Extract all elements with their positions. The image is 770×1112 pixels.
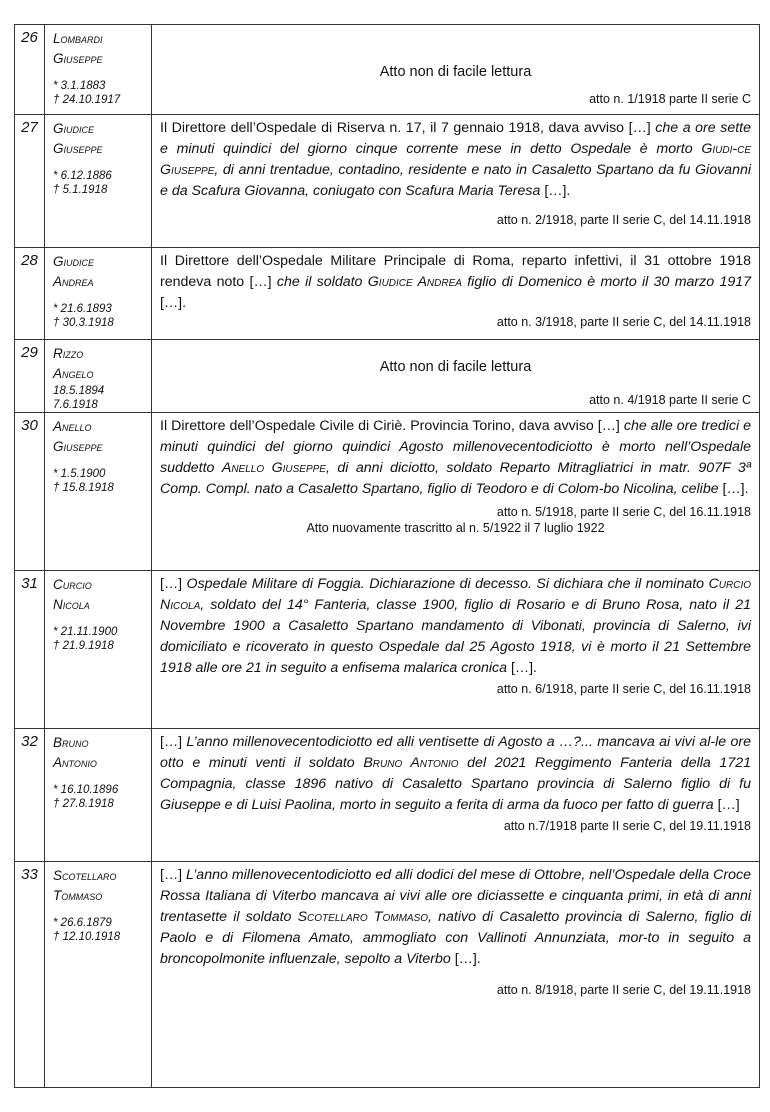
person-cell xyxy=(45,862,152,1088)
record-cell xyxy=(152,862,760,1088)
record-reference: atto n. 3/1918, parte II serie C, del 14.11.1918 xyxy=(496,315,751,329)
person-cell xyxy=(45,115,152,248)
entry-number: 31 xyxy=(15,571,45,729)
given-name: Nicola xyxy=(53,597,90,612)
given-name: Giuseppe xyxy=(53,141,103,156)
surname: Curcio xyxy=(53,577,92,592)
death-date: † 5.1.1918 xyxy=(53,184,108,196)
death-date: † 24.10.1917 xyxy=(53,94,121,106)
birth-date: * 1.5.1900 xyxy=(53,468,106,480)
person-cell xyxy=(45,413,152,571)
table-row xyxy=(15,25,760,115)
given-name: Giuseppe xyxy=(53,439,103,454)
table-row xyxy=(15,248,760,340)
death-date: † 30.3.1918 xyxy=(53,317,114,329)
record-cell xyxy=(152,248,760,340)
person-cell xyxy=(45,25,152,115)
table-row xyxy=(15,413,760,571)
record-reference: atto n. 5/1918, parte II serie C, del 16.11.1918 xyxy=(496,505,751,519)
surname: Anello xyxy=(53,419,92,434)
entry-number: 32 xyxy=(15,729,45,862)
record-reference: atto n. 2/1918, parte II serie C, del 14.11.1918 xyxy=(496,213,751,227)
person-cell xyxy=(45,340,152,413)
table-row xyxy=(15,115,760,248)
given-name: Andrea xyxy=(53,274,94,289)
record-cell xyxy=(152,571,760,729)
surname: Scotellaro xyxy=(53,868,117,883)
record-reference: atto n. 1/1918 parte II serie C xyxy=(589,92,751,106)
entry-number: 29 xyxy=(15,340,45,413)
birth-date: * 16.10.1896 xyxy=(53,784,119,796)
entry-number: 27 xyxy=(15,115,45,248)
death-date: † 12.10.1918 xyxy=(53,931,121,943)
record-cell xyxy=(152,413,760,571)
table-row xyxy=(15,862,760,1088)
birth-date: * 26.6.1879 xyxy=(53,917,112,929)
birth-date: * 6.12.1886 xyxy=(53,170,112,182)
record-cell xyxy=(152,115,760,248)
record-text: Atto non di facile lettura xyxy=(379,64,532,80)
record-cell xyxy=(152,340,760,413)
person-cell xyxy=(45,248,152,340)
death-date: † 15.8.1918 xyxy=(53,482,114,494)
entry-number: 28 xyxy=(15,248,45,340)
death-date: 7.6.1918 xyxy=(53,399,98,411)
record-text: Il Direttore dell’Ospedale Civile di Ciriè. Provincia Torino, dava avviso […] che alle ore tredici e minuti quindici del giorno quindici Agosto millenovecentodiciotto è morto nell’Ospedale suddetto Anello Giuseppe, di anni diciotto, soldato Reparto Mitragliatrici in matr. 907F 3ª Comp. Compl. nato a Casaletto Spartano, figlio di Teodoro e di Colom-bo Nicolina, celibe […]. xyxy=(160,418,752,497)
record-retranscription-note: Atto nuovamente trascritto al n. 5/1922 il 7 luglio 1922 xyxy=(306,521,605,535)
entry-number: 26 xyxy=(15,25,45,115)
record-text: […] L’anno millenovecentodiciotto ed alli ventisette di Agosto a …?... mancava ai vivi al-le ore otto e minuti venti il soldato Bruno Antonio del 2021 Reggimento Fanteria della 1721 Compagnia, classe 1896 nativo di Casaletto Spartano provincia di Salerno figlio di fu Giuseppe e di Luisi Paolina, morto in seguito a ferita di arma da fuoco per fatto di guerra […] xyxy=(160,734,752,813)
birth-date: 18.5.1894 xyxy=(53,385,105,397)
surname: Rizzo xyxy=(53,346,84,361)
death-date: † 27.8.1918 xyxy=(53,798,114,810)
entry-number: 33 xyxy=(15,862,45,1088)
birth-date: * 3.1.1883 xyxy=(53,80,106,92)
given-name: Antonio xyxy=(53,755,97,770)
death-register-table xyxy=(14,24,760,1088)
record-text: […] L’anno millenovecentodiciotto ed alli dodici del mese di Ottobre, nell’Ospedale della Croce Rossa Italiana di Viterbo mancava ai vivi alle ore diciassette e cinquanta primi, in età di anni trentasette il soldato Scotellaro Tommaso, nativo di Casaletto provincia di Salerno, figlio di Paolo e di Filomena Amato, ammogliato con Vallinoti Annunziata, mor-to in seguito a broncopolmonite influenzale, sepolto a Viterbo […]. xyxy=(160,867,751,967)
surname: Giudice xyxy=(53,254,95,269)
birth-date: * 21.11.1900 xyxy=(53,626,118,638)
person-cell xyxy=(45,729,152,862)
table-row xyxy=(15,729,760,862)
register-page xyxy=(14,24,759,1088)
given-name: Tommaso xyxy=(53,888,103,903)
surname: Lombardi xyxy=(53,31,103,46)
table-row xyxy=(15,340,760,413)
record-text: Il Direttore dell’Ospedale di Riserva n. 17, il 7 gennaio 1918, dava avviso […] che a ore sette e minuti quindici del giorno cinque corrente mese in detto Ospedale è morto Giudi-ce Giuseppe, di anni trentadue, contadino, residente e nato in Casaletto Spartano da fu Giovanni e da Scafura Giovanna, coniugato con Scafura Maria Teresa […]. xyxy=(160,120,751,199)
person-cell xyxy=(45,571,152,729)
record-cell xyxy=(152,25,760,115)
death-date: † 21.9.1918 xyxy=(53,640,114,652)
table-row xyxy=(15,571,760,729)
surname: Giudice xyxy=(53,121,95,136)
record-text: […] Ospedale Militare di Foggia. Dichiarazione di decesso. Si dichiara che il nominato Curcio Nicola, soldato del 14° Fanteria, classe 1900, figlio di Rosario e di Bruno Rosa, nato il 21 Novembre 1900 a Casaletto Spartano mandamento di Vibonati, provincia di Salerno, ivi domiciliato e ricoverato in questo Ospedale dal 25 Agosto 1918, vi è morto il 21 Settembre 1918 alle ore 21 in seguito a enfisema malarica cronica […]. xyxy=(160,576,752,676)
entry-number: 30 xyxy=(15,413,45,571)
record-reference: atto n. 4/1918 parte II serie C xyxy=(589,393,751,407)
record-cell xyxy=(152,729,760,862)
record-reference: atto n. 6/1918, parte II serie C, del 16.11.1918 xyxy=(496,682,751,696)
record-text: Atto non di facile lettura xyxy=(379,359,532,375)
record-reference: atto n.7/1918 parte II serie C, del 19.11.1918 xyxy=(503,819,751,833)
record-reference: atto n. 8/1918, parte II serie C, del 19.11.1918 xyxy=(496,983,751,997)
record-text: Il Direttore dell’Ospedale Militare Principale di Roma, reparto infettivi, il 31 ottobre 1918 rendeva noto […] che il soldato Giudice Andrea figlio di Domenico è morto il 30 marzo 1917 […]. xyxy=(160,253,752,311)
surname: Bruno xyxy=(53,735,89,750)
given-name: Giuseppe xyxy=(53,51,103,66)
given-name: Angelo xyxy=(53,366,94,381)
birth-date: * 21.6.1893 xyxy=(53,303,112,315)
